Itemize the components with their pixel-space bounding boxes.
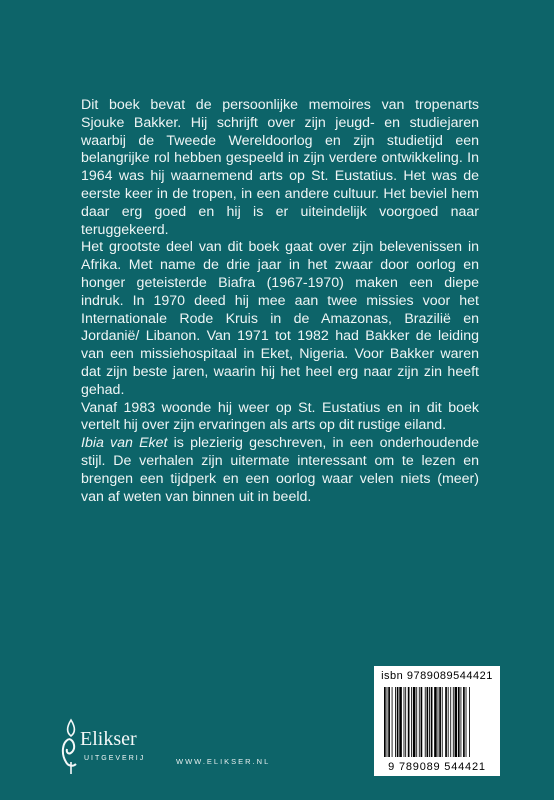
publisher-name: Elikser (80, 728, 137, 750)
blurb-paragraph-2: Het grootste deel van dit boek gaat over zijn belevenissen in Afrika. Met name de drie jaar in het zwaar door oorlog en honger geteisterde Biafra (1967-1970) maken een diepe indruk. In 1970 deed hij mee aan twee missies voor het Internationale Rode Kruis in de Amazonas, Brazilië en Jordanië/ Libanon. Van 1971 tot 1982 had Bakker de leiding van een missiehospitaal in Eket, Nigeria. Voor Bakker waren dat zijn beste jaren, waarin hij het heel erg naar zijn zin heeft gehad. (81, 239, 479, 398)
publisher-subtitle: UITGEVERIJ (84, 755, 146, 762)
blurb-paragraph-1: Dit boek bevat de persoonlijke memoires van tropenarts Sjouke Bakker. Hij schrijft over zijn jeugd- en studiejaren waarbij de Tweede Wereldoorlog en zijn studietijd een belangrijke rol hebben gespeeld in zijn verdere ontwikkeling. In 1964 was hij waarnemend arts op St. Eustatius. Het was de eerste keer in de tropen, in een andere cultuur. Het beviel hem daar erg goed en hij is er uiteindelijk voorgoed naar teruggekeerd. (81, 97, 479, 238)
book-title-italic: Ibia van Eket (81, 435, 168, 452)
blurb-paragraph-4 (81, 435, 479, 506)
barcode-bars (378, 687, 496, 759)
publisher-logo (58, 718, 178, 778)
isbn-label: isbn 9789089544421 (381, 670, 493, 682)
barcode-digits: 9 789089 544421 (388, 761, 486, 773)
back-cover-blurb (81, 97, 479, 506)
blurb-paragraph-3: Vanaf 1983 woonde hij weer op St. Eustatius en in dit boek vertelt hij over zijn ervaringen als arts op dit rustige eiland. (81, 399, 479, 434)
isbn-barcode (374, 666, 500, 776)
blurb-paragraph-4-text: is plezierig geschreven, in een onderhoudende stijl. De verhalen zijn uitermate interessant om te lezen en brengen een tijdperk en een oorlog waar velen niets (meer) van af weten van binnen uit in beeld. (81, 435, 479, 505)
publisher-website: WWW.ELIKSER.NL (176, 757, 271, 766)
